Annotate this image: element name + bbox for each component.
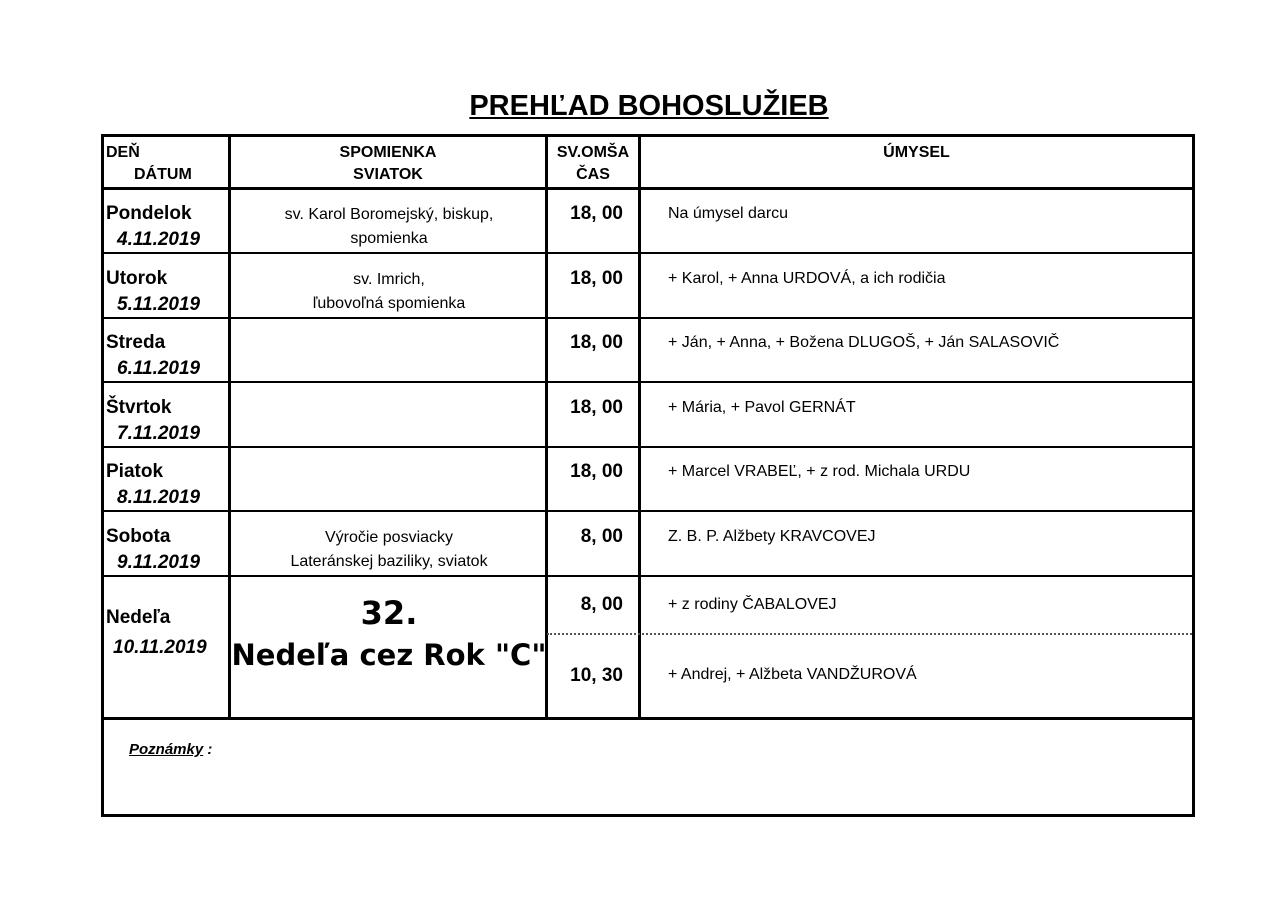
memo-text [231,526,547,574]
header-time-label: ČAS [576,166,610,183]
row-divider [101,575,1195,577]
header-day [106,142,192,186]
header-feast-label: SVIATOK [353,166,423,183]
date-label: 9.11.2019 [117,552,201,573]
row-divider [101,317,1195,319]
memo-line: Výročie posviacky [324,529,454,546]
row-divider [101,717,1195,720]
sunday-number: 32. [360,594,418,632]
mass-time: 10, 30 [570,665,623,686]
day-label: Utorok [106,268,168,289]
page-title: PREHĽAD BOHOSLUŽIEB [469,90,829,122]
day-label: Pondelok [106,203,192,224]
notes-colon: : [203,741,213,758]
date-label: 5.11.2019 [117,294,201,315]
mass-time: 18, 00 [570,397,623,418]
memo-text [231,268,547,316]
intent-text: + Ján, + Anna, + Božena DLUGOŠ, + Ján SALASOVIČ [668,334,1060,351]
mass-time: 18, 00 [570,332,623,353]
date-label: 10.11.2019 [113,637,207,658]
row-divider [101,252,1195,254]
intent-text: + Andrej, + Alžbeta VANDŽUROVÁ [668,666,917,683]
day-label: Štvrtok [106,397,172,418]
sunday-feast: Nedeľa cez Rok "C" [231,638,547,672]
memo-text [231,203,547,251]
memo-line: Lateránskej baziliky, sviatok [290,553,488,570]
day-label: Piatok [106,461,164,482]
mass-time: 18, 00 [570,461,623,482]
memo-line: sv. Imrich, [353,271,425,288]
mass-time: 8, 00 [580,594,623,615]
date-label: 6.11.2019 [117,358,201,379]
row-divider [101,187,1195,190]
intent-text: Na úmysel darcu [668,205,789,222]
notes-label: Poznámky [129,741,204,758]
day-label: Streda [106,332,166,353]
date-label: 8.11.2019 [117,487,201,508]
row-divider [101,381,1195,383]
intent-text: Z. B. P. Alžbety KRAVCOVEJ [668,528,876,545]
mass-time: 8, 00 [580,526,623,547]
header-intent-label: ÚMYSEL [883,144,950,161]
header-memo-label: SPOMIENKA [339,144,437,161]
mass-time: 18, 00 [570,203,623,224]
day-label: Nedeľa [106,607,171,628]
day-label: Sobota [106,526,171,547]
date-label: 4.11.2019 [117,229,201,250]
memo-line: sv. Karol Boromejský, biskup, [284,206,494,223]
intent-text: + Marcel VRABEĽ, + z rod. Michala URDU [668,463,971,480]
mass-divider [547,633,1192,635]
mass-time: 18, 00 [570,268,623,289]
intent-text: + z rodiny ČABALOVEJ [668,596,837,613]
header-day-label: DEŇ [106,144,140,161]
memo-line: ľubovoľná spomienka [312,295,466,312]
row-divider [101,510,1195,512]
notes-section [129,741,212,758]
header-memo [231,142,545,186]
date-label: 7.11.2019 [117,423,201,444]
row-divider [101,446,1195,448]
column-divider [638,134,641,719]
header-date-label: DÁTUM [134,166,192,183]
header-time [548,142,638,186]
memo-line: spomienka [350,230,428,247]
header-mass-label: SV.OMŠA [556,144,630,161]
intent-text: + Mária, + Pavol GERNÁT [668,399,856,416]
intent-text: + Karol, + Anna URDOVÁ, a ich rodičia [668,270,946,287]
